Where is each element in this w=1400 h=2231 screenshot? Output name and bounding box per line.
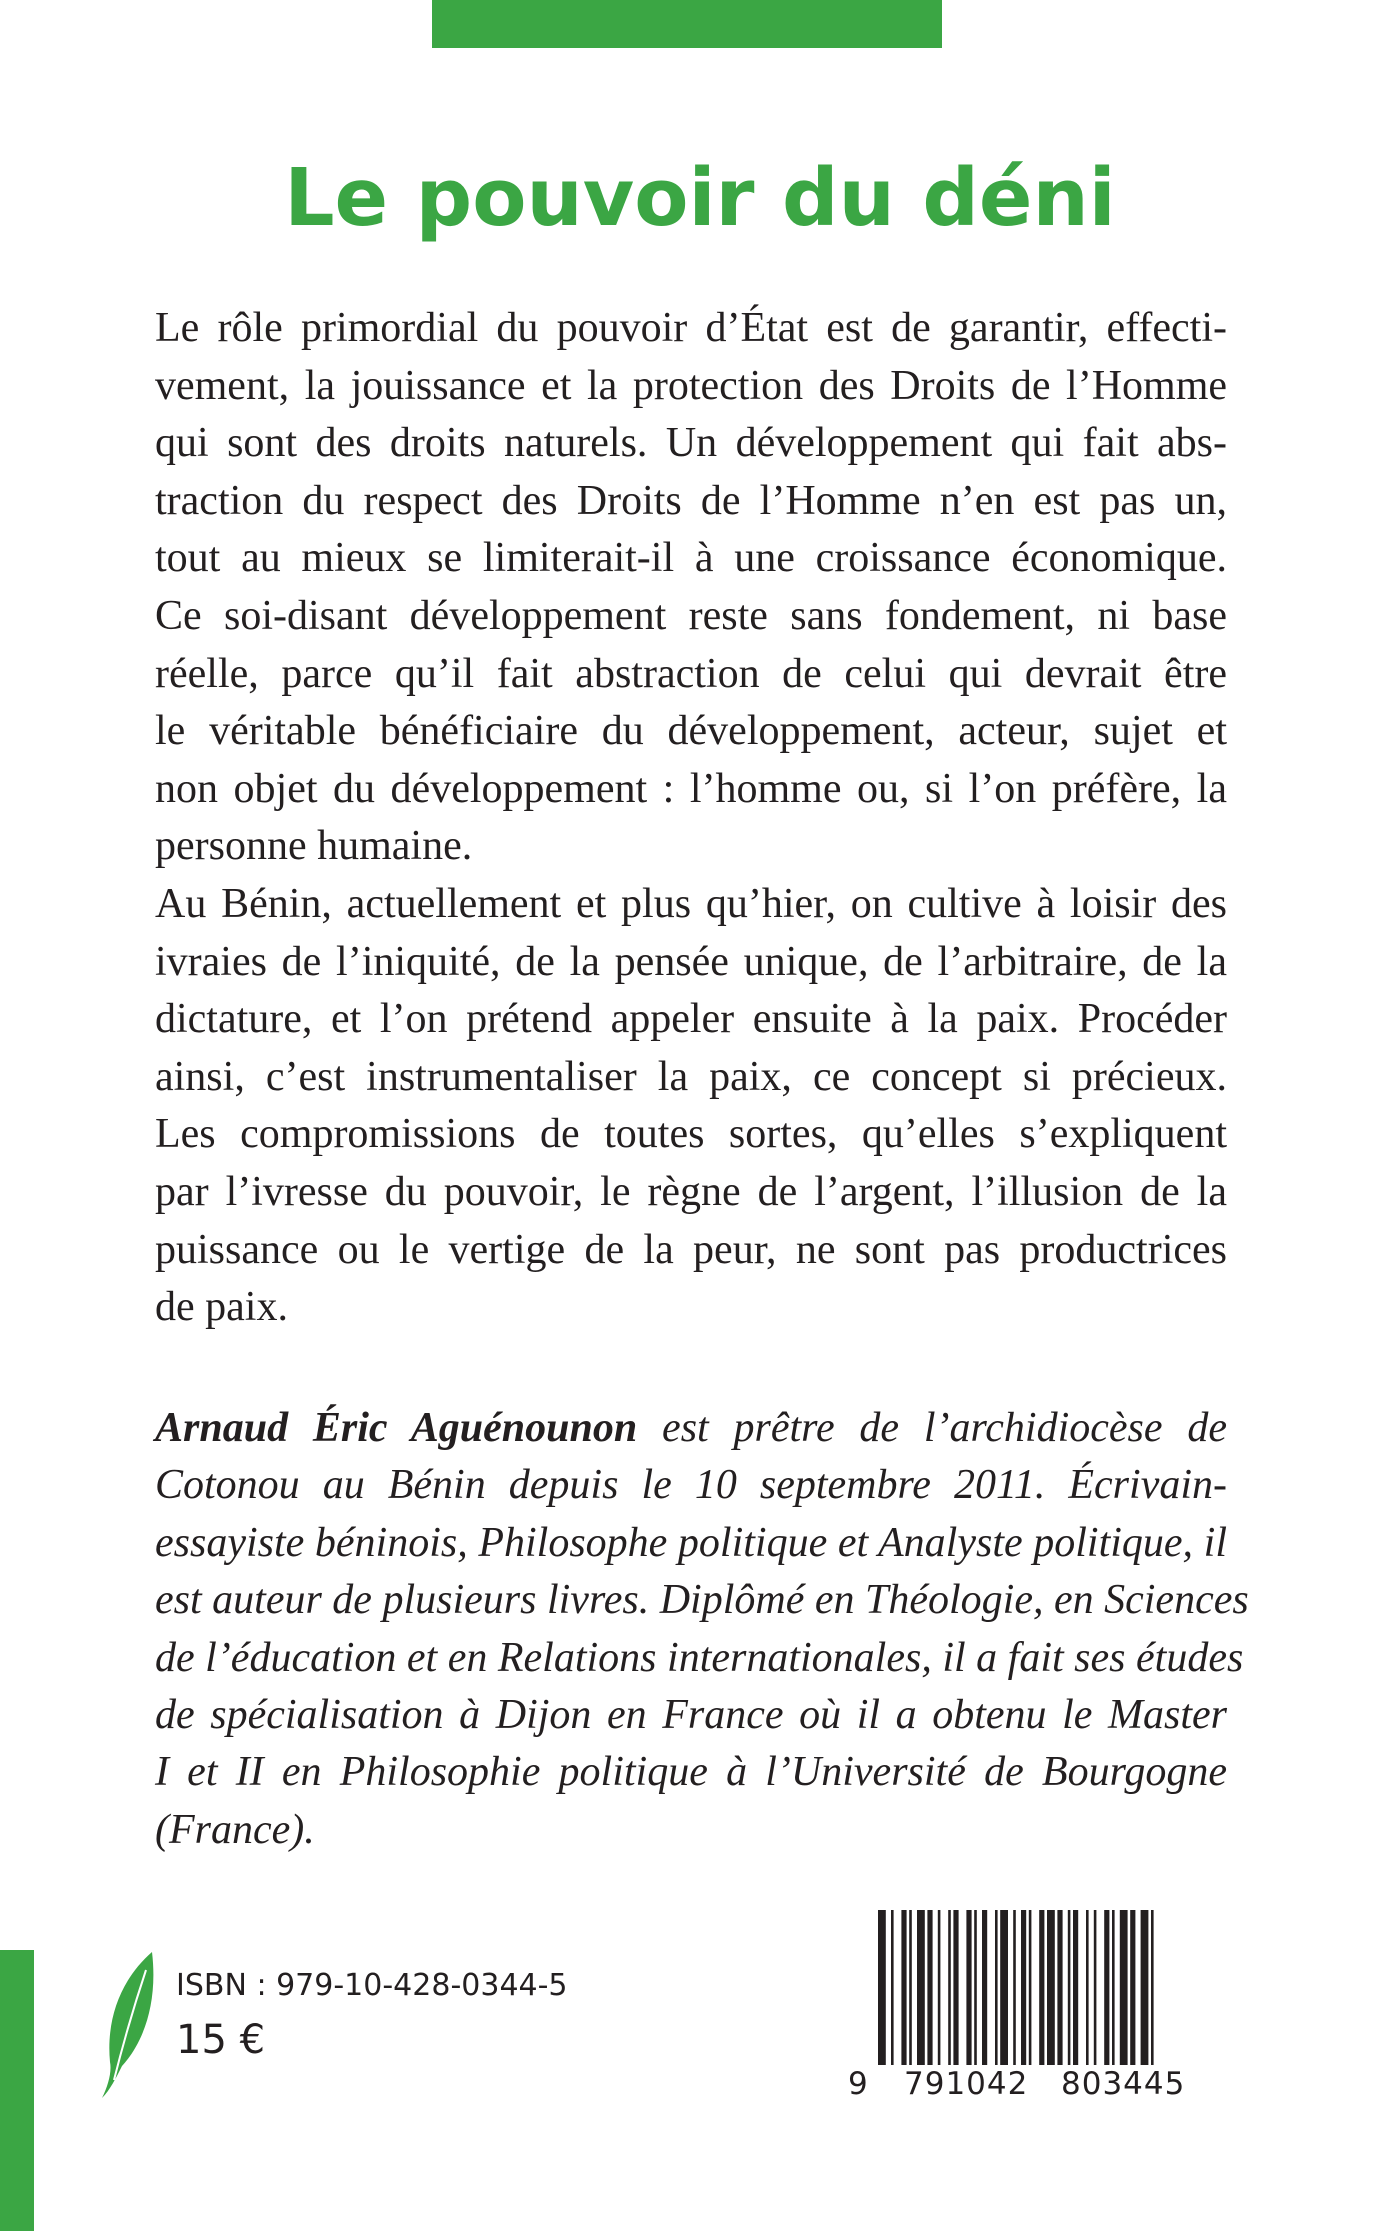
barcode-bar xyxy=(953,1910,958,2065)
bio-first-line xyxy=(155,1400,1227,1457)
barcode-bar xyxy=(982,1910,987,2065)
barcode-bar xyxy=(878,1910,886,2065)
blurb-line: dictature, et l’on prétend appeler ensuite à la paix. Procéder xyxy=(155,996,1227,1043)
barcode-bar xyxy=(1130,1910,1135,2065)
bio-line: I et II en Philosophie politique à l’Université de Bourgogne xyxy=(155,1749,1227,1796)
barcode-right-group: 803445 xyxy=(1061,2066,1186,2102)
barcode-bar xyxy=(1029,1910,1032,2065)
barcode-bar xyxy=(1057,1910,1062,2065)
bio-line: est auteur de plusieurs livres. Diplômé en Théologie, en Sciences xyxy=(155,1577,1249,1624)
blurb-line: par l’ivresse du pouvoir, le règne de l’argent, l’illusion de la xyxy=(155,1168,1227,1215)
barcode-bar xyxy=(1120,1910,1128,2065)
barcode-bar xyxy=(948,1910,951,2065)
barcode-bar xyxy=(927,1910,932,2065)
barcode-bar xyxy=(1000,1910,1008,2065)
blurb-line: qui sont des droits naturels. Un développement qui fait abs- xyxy=(155,420,1227,467)
barcode-bar xyxy=(995,1910,998,2065)
bio-first-line-text: est prêtre de l’archidiocèse de xyxy=(637,1405,1227,1451)
barcode-bar xyxy=(1021,1910,1026,2065)
blurb-line: personne humaine. xyxy=(155,823,473,870)
blurb-line: le véritable bénéficiaire du développement, acteur, sujet et xyxy=(155,708,1227,755)
barcode-bar xyxy=(1013,1910,1016,2065)
barcode-bar xyxy=(938,1910,941,2065)
bottom-left-accent-bar xyxy=(0,1950,34,2231)
blurb-line: Ce soi-disant développement reste sans fondement, ni base xyxy=(155,592,1227,639)
barcode-bar xyxy=(974,1910,977,2065)
barcode-bar xyxy=(901,1910,906,2065)
price-text: 15 € xyxy=(176,2017,266,2063)
isbn-text: ISBN : 979-10-428-0344-5 xyxy=(176,1968,568,2003)
blurb-line: ainsi, c’est instrumentaliser la paix, ce concept si précieux. xyxy=(155,1053,1227,1100)
barcode-bar xyxy=(909,1910,912,2065)
barcode-bar xyxy=(1068,1910,1071,2065)
barcode-bar xyxy=(966,1910,971,2065)
blurb-line: de paix. xyxy=(155,1284,288,1331)
barcode-bar xyxy=(1094,1910,1097,2065)
bio-line: (France). xyxy=(155,1806,315,1853)
barcode-bar xyxy=(1112,1910,1115,2065)
barcode-bar xyxy=(1039,1910,1044,2065)
blurb-line: Le rôle primordial du pouvoir d’État est de garantir, effecti- xyxy=(155,305,1227,351)
publication-info xyxy=(176,1966,568,2064)
barcode-left-group: 791042 xyxy=(904,2066,1029,2102)
barcode-bar xyxy=(1104,1910,1109,2065)
blurb-text xyxy=(155,300,1227,1337)
barcode-bar xyxy=(1151,1910,1154,2065)
barcode-bar xyxy=(1141,1910,1149,2065)
blurb-line: puissance ou le vertige de la peur, ne sont pas productrices xyxy=(155,1226,1227,1273)
bio-line: essayiste béninois, Philosophe politique et Analyste politique, il xyxy=(155,1519,1227,1566)
barcode-bar xyxy=(1047,1910,1055,2065)
barcode-bar xyxy=(1086,1910,1089,2065)
blurb-line: traction du respect des Droits de l’Homme n’en est pas un, xyxy=(155,477,1227,524)
blurb-line: tout au mieux se limiterait-il à une croissance économique. xyxy=(155,535,1227,582)
book-title: Le pouvoir du déni xyxy=(284,152,1116,244)
blurb-line: non objet du développement : l’homme ou, si l’on préfère, la xyxy=(155,765,1227,812)
bio-line: de spécialisation à Dijon en France où il a obtenu le Master xyxy=(155,1692,1227,1739)
barcode xyxy=(848,1910,1213,2065)
blurb-line: Les compromissions de toutes sortes, qu’elles s’expliquent xyxy=(155,1111,1227,1158)
blurb-line: Au Bénin, actuellement et plus qu’hier, on cultive à loisir des xyxy=(155,880,1227,927)
top-accent-bar xyxy=(432,0,942,48)
barcode-digits xyxy=(848,2066,1213,2106)
barcode-bar xyxy=(891,1910,894,2065)
feather-icon xyxy=(100,1950,160,2100)
barcode-bar xyxy=(917,1910,925,2065)
blurb-line: vement, la jouissance et la protection des Droits de l’Homme xyxy=(155,362,1227,409)
barcode-lead-digit: 9 xyxy=(848,2066,868,2102)
blurb-line: réelle, parce qu’il fait abstraction de celui qui devrait être xyxy=(155,650,1227,697)
blurb-line: ivraies de l’iniquité, de la pensée unique, de l’arbitraire, de la xyxy=(155,938,1227,985)
bio-line: de l’éducation et en Relations internationales, il a fait ses études xyxy=(155,1634,1244,1681)
bio-line: Cotonou au Bénin depuis le 10 septembre 2011. Écrivain- xyxy=(155,1462,1227,1509)
author-bio xyxy=(155,1400,1249,1859)
author-name: Arnaud Éric Aguénounon xyxy=(155,1405,638,1451)
barcode-bar xyxy=(1073,1910,1078,2065)
